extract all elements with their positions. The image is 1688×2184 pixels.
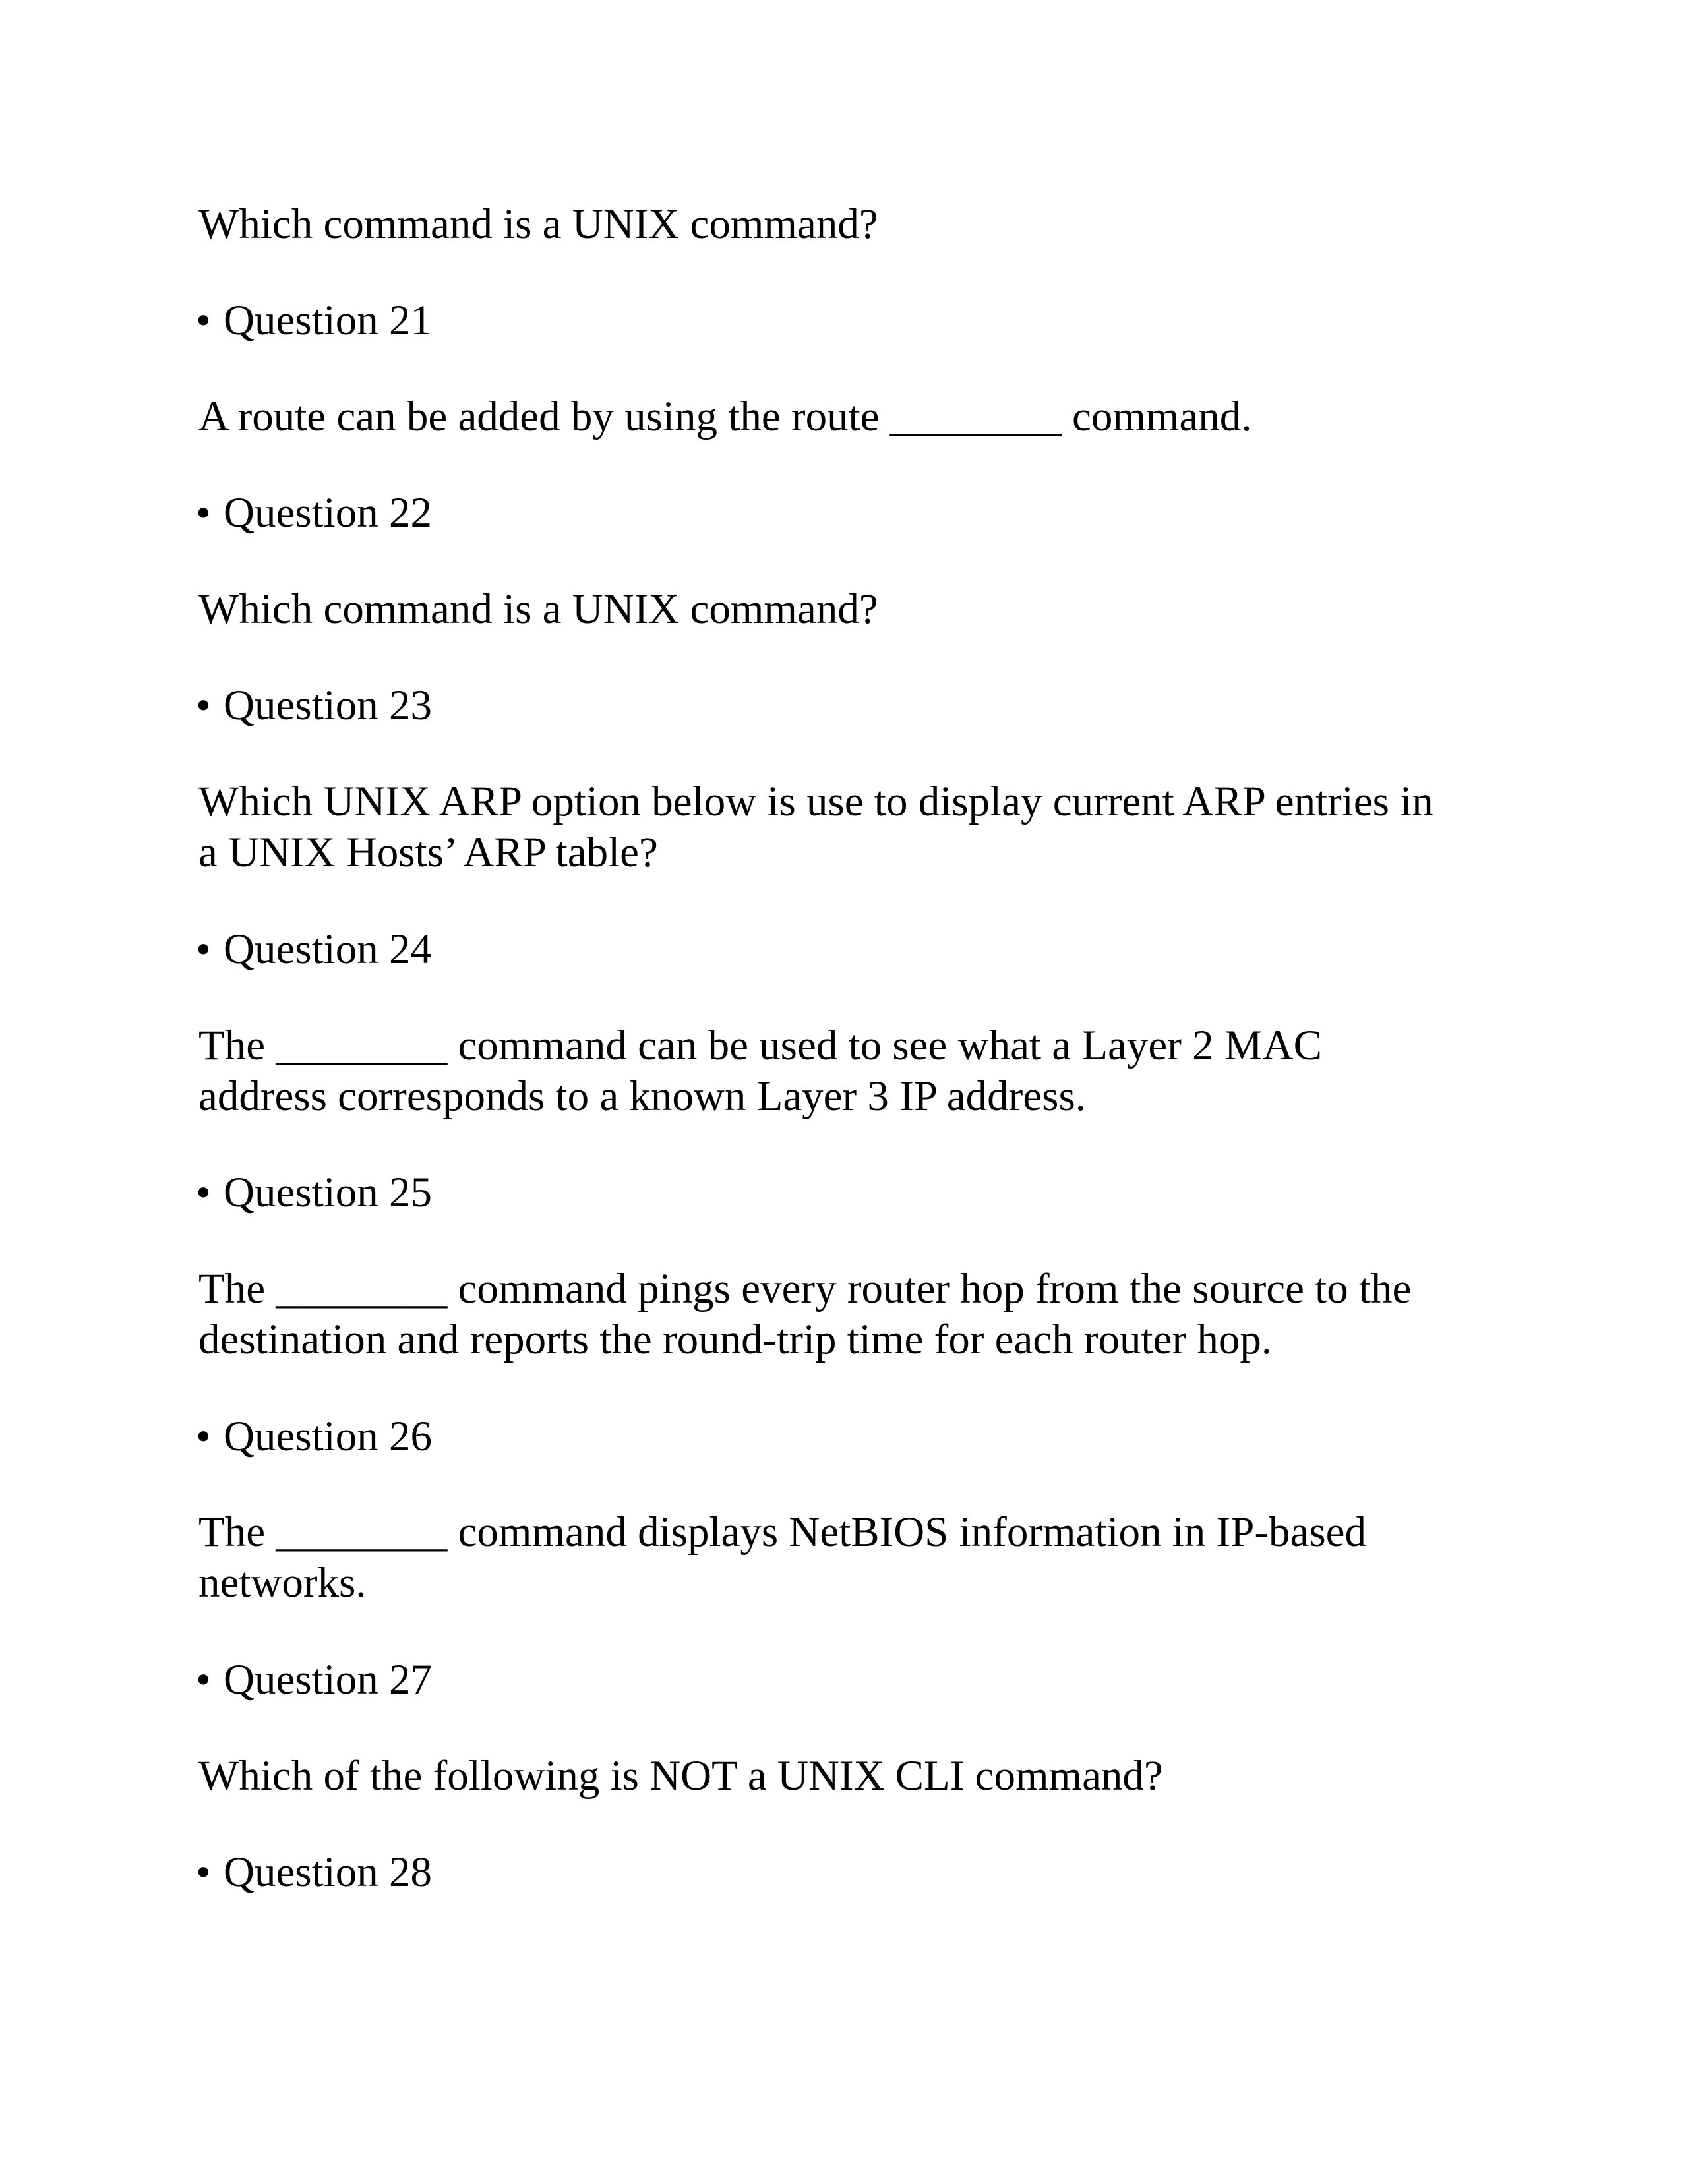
bullet-marker: • — [196, 297, 211, 344]
question-heading — [196, 1847, 432, 1898]
question-label: Question 24 — [224, 926, 432, 973]
question-label: Question 28 — [224, 1848, 432, 1896]
bullet-marker: • — [196, 1413, 211, 1460]
question-label: Question 23 — [224, 682, 432, 729]
question-text: Which command is a UNIX command? — [198, 585, 878, 633]
question-label: Question 22 — [224, 489, 432, 537]
question-text: A route can be added by using the route ________ command. — [198, 393, 1252, 440]
question-text: Which UNIX ARP option below is use to display current ARP entries in a UNIX Hosts’ ARP table? — [198, 778, 1433, 876]
question-label: Question 27 — [224, 1656, 432, 1703]
question-heading — [196, 295, 432, 346]
question-heading — [196, 1655, 432, 1705]
bullet-marker: • — [196, 682, 211, 729]
bullet-marker: • — [196, 926, 211, 973]
question-label: Question 21 — [224, 297, 432, 344]
question-heading — [196, 924, 432, 975]
question-text: The ________ command can be used to see what a Layer 2 MAC address corresponds to a known Layer 3 IP address. — [198, 1022, 1322, 1120]
question-text: Which of the following is NOT a UNIX CLI command? — [198, 1752, 1163, 1800]
question-text: The ________ command pings every router hop from the source to the destination and reports the round-trip time for each router hop. — [198, 1265, 1412, 1363]
question-heading — [196, 488, 432, 539]
question-heading — [196, 680, 432, 731]
question-label: Question 26 — [224, 1413, 432, 1460]
question-label: Question 25 — [224, 1169, 432, 1216]
bullet-marker: • — [196, 1656, 211, 1703]
bullet-marker: • — [196, 489, 211, 537]
question-text: Which command is a UNIX command? — [198, 200, 878, 248]
question-heading — [196, 1411, 432, 1462]
bullet-marker: • — [196, 1169, 211, 1216]
bullet-marker: • — [196, 1848, 211, 1896]
question-text: The ________ command displays NetBIOS information in IP-based networks. — [198, 1508, 1366, 1607]
question-heading — [196, 1167, 432, 1218]
